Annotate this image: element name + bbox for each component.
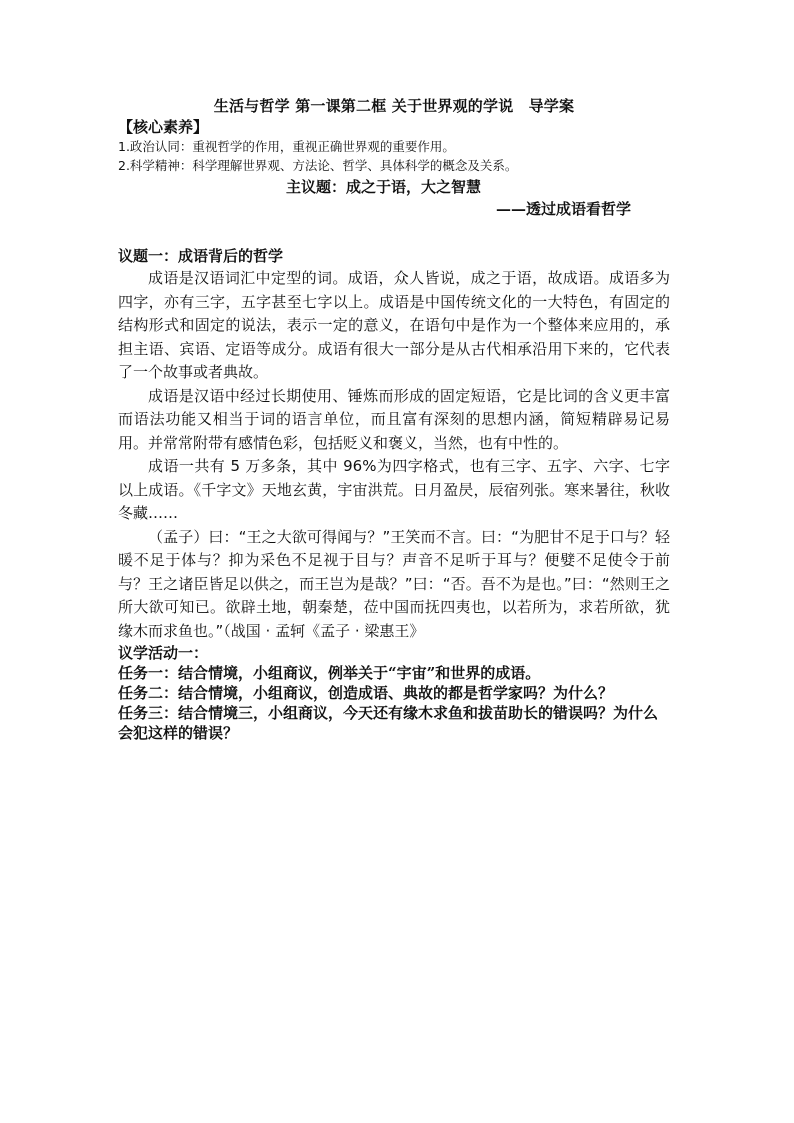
paragraph-idiom-definition: 成语是汉语词汇中定型的词。成语，众人皆说，成之于语，故成语。成语多为四字，亦有三字，五字甚至七字以上。成语是中国传统文化的一大特色，有固定的结构形式和固定的说法，表示一定的意义，在语句中是作为一个整体来应用的，承担主语、宾语、定语等成分。成语有很大一部分是从古代相承沿用下来的，它代表了一个故事或者典故。: [118, 269, 670, 381]
activity-one-heading: 议学活动一：: [118, 644, 209, 662]
paragraph-idiom-features: 成语是汉语中经过长期使用、锤炼而形成的固定短语，它是比词的含义更丰富而语法功能又相当于词的语言单位，而且富有深刻的思想内涵，简短精辟易记易用。并常常附带有感情色彩，包括贬义和褒义，当然，也有中性的。: [118, 386, 670, 452]
core-literacy-heading: 【核心素养】: [118, 118, 209, 136]
document-title: 生活与哲学 第一课第二框 关于世界观的学说 导学案: [213, 97, 575, 115]
sub-topic: ——透过成语看哲学: [496, 200, 632, 218]
main-topic: 主议题：成之于语，大之智慧: [286, 178, 482, 196]
topic-one-heading: 议题一：成语背后的哲学: [118, 247, 284, 265]
paragraph-mencius-quote: （孟子）曰：“王之大欲可得闻与？”王笑而不言。曰：“为肥甘不足于口与？轻暖不足于体与？抑为采色不足视于目与？声音不足听于耳与？便嬖不足使令于前与？王之诸臣皆足以供之，而王岂为是哉？”曰：“否。吾不为是也。”曰：“然则王之所大欲可知已。欲辟土地，朝秦楚，莅中国而抚四夷也，以若所为，求若所欲，犹缘木而求鱼也。”（战国 · 孟轲《孟子 · 梁惠王》: [118, 527, 670, 640]
document-page: [118, 96, 670, 743]
paragraph-idiom-count: 成语一共有 5 万多条，其中 96%为四字格式，也有三字、五字、六字、七字以上成语。《千字文》天地玄黄，宇宙洪荒。日月盈昃，辰宿列张。寒来暑往，秋收冬藏……: [118, 457, 670, 522]
core-literacy-item-2: 2.科学精神：科学理解世界观、方法论、哲学、具体科学的概念及关系。: [118, 158, 518, 173]
task-one: 任务一：结合情境，小组商议，例举关于“宇宙”和世界的成语。: [118, 664, 541, 682]
task-two: 任务二：结合情境，小组商议，创造成语、典故的都是哲学家吗？为什么？: [118, 684, 614, 702]
task-three: 任务三：结合情境三，小组商议，今天还有缘木求鱼和拔苗助长的错误吗？为什么会犯这样的错误？: [118, 704, 659, 742]
core-literacy-item-1: 1.政治认同：重视哲学的作用，重视正确世界观的重要作用。: [118, 139, 455, 154]
